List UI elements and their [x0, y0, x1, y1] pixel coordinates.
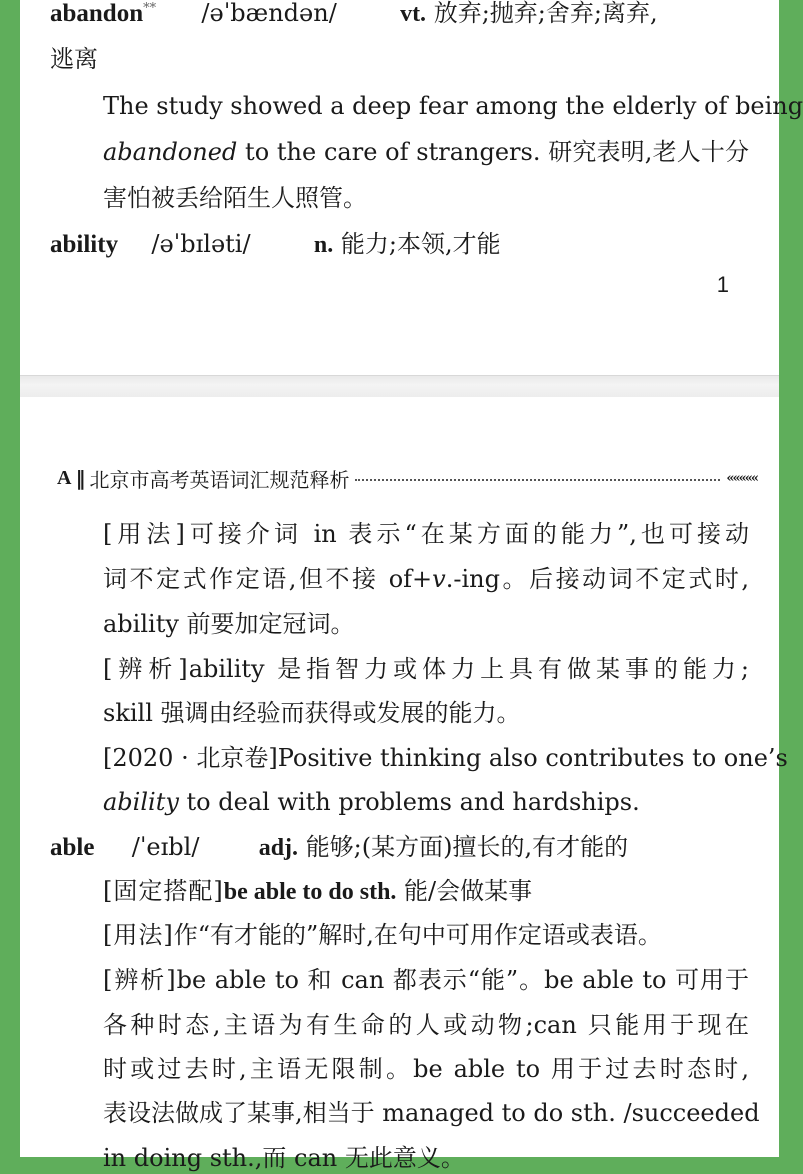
analysis-note-line: 时或过去时,主语无限制。be able to 用于过去时态时,: [103, 1055, 749, 1083]
phonetic: /ˈeɪbl/: [131, 833, 200, 861]
part-of-speech: vt.: [400, 1, 427, 27]
analysis-note-line: [辨析]ability 是指智力或体力上具有做某事的能力;: [103, 655, 749, 683]
meaning-continued: 逃离: [50, 45, 98, 73]
frequency-stars: **: [143, 1, 157, 16]
header-divider: ‖: [75, 466, 86, 490]
headword: ability: [50, 231, 119, 258]
analysis-note-line: skill 强调由经验而获得或发展的能力。: [103, 699, 521, 727]
running-header: [57, 463, 757, 493]
analysis-note-line: [辨析]be able to 和 can 都表示“能”。be able to 可用于: [103, 966, 749, 994]
entry-able-headline: [50, 831, 628, 864]
fixed-phrase: be able to do sth.: [223, 879, 397, 905]
exam-source-tag: [2020 · 北京卷]: [103, 744, 278, 772]
analysis-tag: [辨析]: [103, 655, 189, 683]
example-sentence-line: [103, 136, 749, 168]
fixed-phrase-tag: [固定搭配]: [103, 877, 224, 905]
usage-note-line: [用法]作“有才能的”解时,在句中可用作定语或表语。: [103, 921, 662, 949]
example-sentence-line: The study showed a deep fear among the elderly of being: [103, 92, 803, 120]
meaning: 能力;本领,才能: [340, 230, 501, 258]
analysis-tag: [辨析]: [103, 966, 177, 994]
usage-tag: [用法]: [103, 520, 186, 548]
example-text: to the care of strangers. 研究表明,老人十分: [237, 138, 749, 166]
part-of-speech: n.: [313, 232, 334, 258]
part-of-speech: adj.: [258, 835, 299, 861]
book-title: 北京市高考英语词汇规范释析: [89, 467, 350, 492]
fixed-phrase-line: [固定搭配]be able to do sth. 能/会做某事: [103, 877, 533, 905]
dictionary-page-2: [20, 397, 788, 1172]
section-letter: A: [57, 466, 72, 489]
meaning: 放弃;抛弃;舍弃;离弃,: [433, 0, 658, 27]
exam-example-line: ability to deal with problems and hardships.: [103, 788, 640, 816]
headword: abandon: [50, 0, 144, 27]
usage-note-line: 词不定式作定语,但不接 of+v.-ing。后接动词不定式时,: [103, 565, 749, 593]
exam-example-line: [2020 · 北京卷]Positive thinking also contributes to one’s: [103, 744, 788, 772]
headword: able: [50, 834, 95, 861]
analysis-note-line: 各种时态,主语为有生命的人或动物;can 只能用于现在: [103, 1011, 749, 1039]
usage-note-line: [用法]可接介词 in 表示“在某方面的能力”,也可接动: [103, 520, 750, 548]
phonetic: /əˈbɪləti/: [151, 230, 251, 258]
chevron-arrows-icon: «««««: [726, 470, 757, 486]
page-number: 1: [716, 272, 729, 297]
analysis-note-line: 表设法做成了某事,相当于 managed to do sth. /succeeded: [103, 1099, 760, 1127]
analysis-note-line: in doing sth.,而 can 无此意义。: [103, 1144, 465, 1172]
page-separator: [20, 375, 779, 399]
usage-note-line: ability 前要加定冠词。: [103, 610, 355, 638]
entry-ability-headline: [50, 228, 501, 261]
meaning: 能够;(某方面)擅长的,有才能的: [305, 833, 629, 861]
entry-abandon-headline: [50, 0, 750, 30]
example-keyword: ability: [103, 788, 179, 816]
dictionary-page-1: [20, 0, 803, 375]
usage-tag: [用法]: [103, 921, 174, 949]
example-translation: 害怕被丢给陌生人照管。: [103, 184, 367, 212]
phonetic: /əˈbændən/: [201, 0, 337, 27]
dotted-leader: [355, 479, 720, 481]
example-keyword: abandoned: [103, 138, 238, 166]
